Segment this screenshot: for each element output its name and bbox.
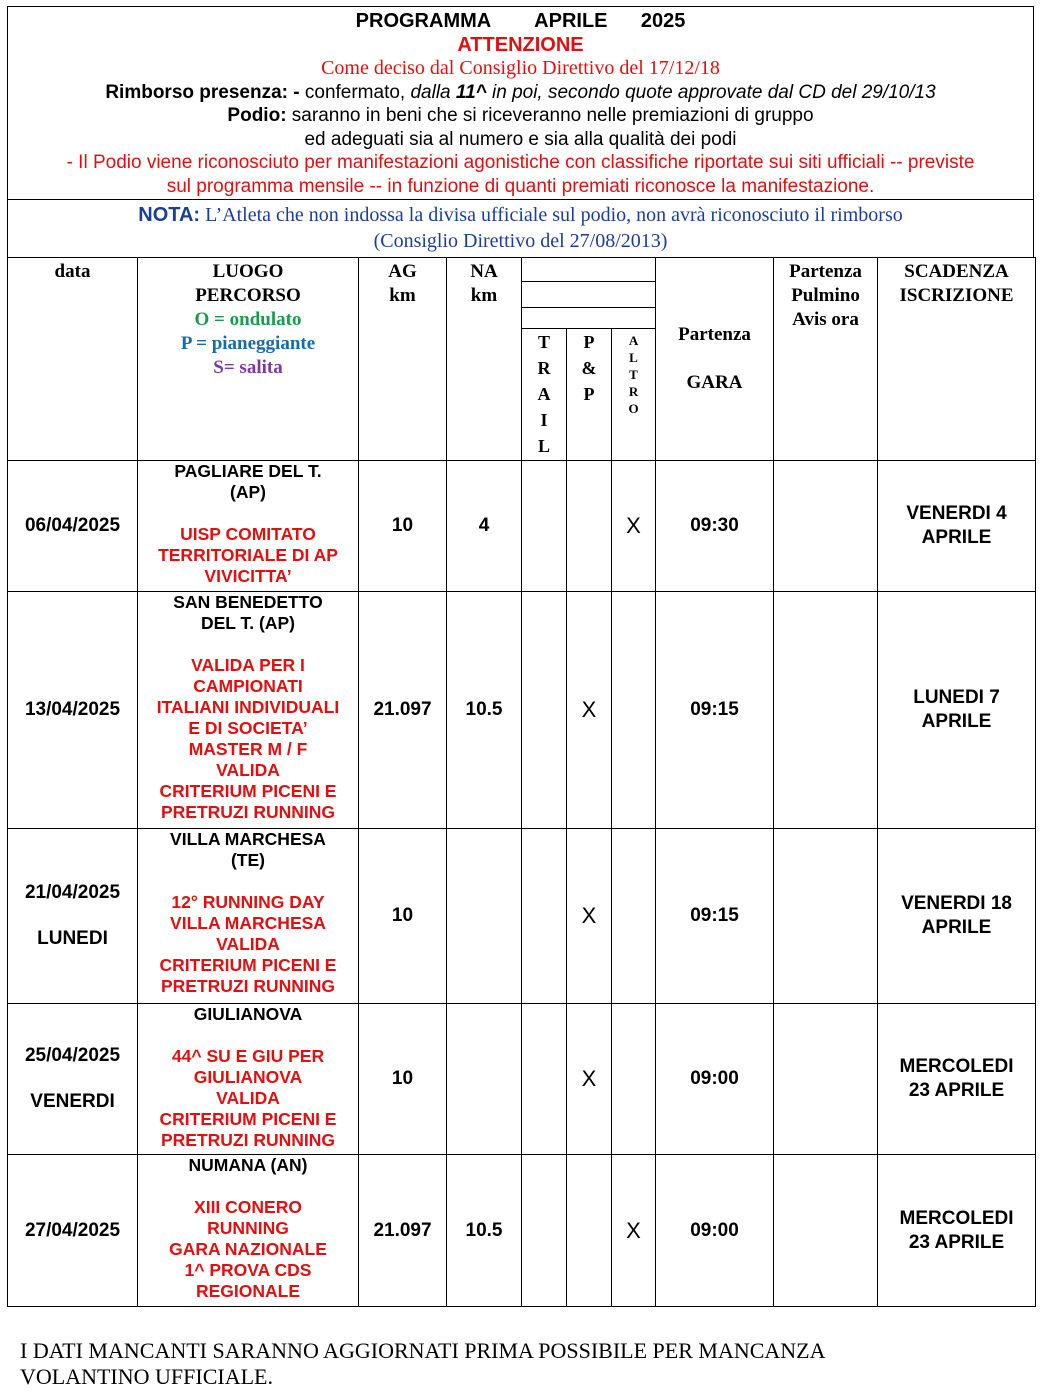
event-ag-km: 10 <box>359 829 447 1004</box>
event-na-km <box>447 1004 522 1155</box>
header-ag-label: AG <box>388 261 417 282</box>
footer-line-2: VOLANTINO UFFICIALE. <box>20 1364 273 1389</box>
reimbursement-italic-b: in poi, secondo quote approvate dal CD del 29/10/13 <box>486 81 936 103</box>
event-description: GARA NAZIONALE <box>169 1239 327 1259</box>
event-description: CRITERIUM PICENI E <box>159 781 337 801</box>
event-description: ITALIANI INDIVIDUALI <box>156 697 340 717</box>
header-box <box>7 6 1034 200</box>
podio-rule-2: sul programma mensile -- in funzione di quanti premiati riconosce la manifestazione. <box>166 175 875 197</box>
event-description: 12° RUNNING DAY <box>171 892 325 912</box>
event-ag-km: 10 <box>359 461 447 592</box>
header-trail <box>522 329 567 461</box>
event-deadline: APRILE <box>921 917 992 938</box>
header-blank-3 <box>522 308 656 329</box>
header-pulmino-3: Avis ora <box>792 309 859 330</box>
event-date-cell <box>8 592 138 829</box>
event-description: 44^ SU E GIU PER <box>171 1046 325 1066</box>
event-place: DEL T. (AP) <box>201 613 295 633</box>
event-trail-mark <box>522 461 567 592</box>
event-place-cell <box>138 1004 359 1155</box>
podio-rule-1: - Il Podio viene riconosciuto per manifestazioni agonistiche con classifiche riportate sui siti ufficiali -- previste <box>66 152 975 173</box>
event-na-km <box>447 829 522 1004</box>
event-description: VALIDA <box>216 934 280 954</box>
header-na <box>447 258 522 461</box>
footer-line-1: I DATI MANCANTI SARANNO AGGIORNATI PRIMA POSSIBILE PER MANCANZA <box>20 1338 826 1363</box>
event-place-cell <box>138 1155 359 1307</box>
event-description: 1^ PROVA CDS <box>184 1260 312 1280</box>
header-pp-label: P & P <box>581 332 597 404</box>
header-luogo <box>138 258 359 461</box>
event-deadline: VENERDI 4 <box>906 503 1007 524</box>
event-deadline: VENERDI 18 <box>901 893 1012 914</box>
event-deadline: MERCOLEDI <box>899 1207 1014 1229</box>
podio-text: saranno in beni che si riceveranno nelle premiazioni di gruppo <box>286 105 814 126</box>
event-deadline-cell <box>878 592 1036 829</box>
header-pulmino-2: Pulmino <box>791 285 860 306</box>
header-pulmino <box>774 258 878 461</box>
table-row <box>8 461 1036 592</box>
event-description: UISP COMITATO <box>180 524 316 544</box>
event-description: PRETRUZI RUNNING <box>160 802 336 822</box>
event-pp-mark <box>567 461 612 592</box>
nota-line <box>8 202 1033 228</box>
reimbursement-text: confermato, <box>299 81 411 103</box>
program-table <box>7 257 1036 1307</box>
event-weekday: LUNEDI <box>37 928 108 949</box>
reimbursement-italic-a: dalla <box>410 81 456 103</box>
attention-heading: ATTENZIONE <box>457 33 584 56</box>
event-ag-km: 21.097 <box>359 592 447 829</box>
event-trail-mark <box>522 1155 567 1307</box>
header-trail-label: T R A I L <box>537 332 551 456</box>
reimbursement-label: Rimborso presenza: - <box>105 81 300 103</box>
event-description: CRITERIUM PICENI E <box>159 955 337 975</box>
event-place: (AP) <box>230 482 266 502</box>
header-luogo-label: LUOGO <box>212 261 284 282</box>
header-na-km: km <box>470 285 498 306</box>
event-date: 25/04/2025 <box>24 1045 121 1066</box>
event-start-time: 09:15 <box>656 592 774 829</box>
event-deadline: APRILE <box>921 711 992 732</box>
nota-label: NOTA: <box>138 204 201 226</box>
header-ag-km: km <box>389 285 416 306</box>
header-pulmino-1: Partenza <box>789 261 862 282</box>
event-deadline-cell <box>878 461 1036 592</box>
event-description: E DI SOCIETA’ <box>188 718 308 738</box>
header-gara-label: GARA <box>686 372 743 393</box>
event-bus-time <box>774 461 878 592</box>
event-trail-mark <box>522 1004 567 1155</box>
legend-salita: S= salita <box>213 357 283 378</box>
event-deadline: 23 APRILE <box>908 1231 1005 1253</box>
nota-text-2: (Consiglio Direttivo del 27/08/2013) <box>373 230 668 252</box>
decision-note: Come deciso dal Consiglio Direttivo del 17/12/18 <box>321 57 720 79</box>
program-title: PROGRAMMA APRILE 2025 <box>355 10 686 32</box>
nota-box <box>7 199 1034 258</box>
header-partenza <box>656 258 774 461</box>
event-deadline: MERCOLEDI <box>899 1056 1014 1077</box>
event-description: CAMPIONATI <box>193 676 303 696</box>
event-place: (TE) <box>230 850 266 870</box>
header-scadenza <box>878 258 1036 461</box>
event-date: 27/04/2025 <box>24 1219 121 1241</box>
event-pp-mark: X <box>567 1004 612 1155</box>
event-bus-time <box>774 1004 878 1155</box>
reimbursement-line <box>8 81 1033 105</box>
event-description: GIULIANOVA <box>193 1067 303 1087</box>
event-place: NUMANA (AN) <box>188 1155 308 1175</box>
event-description: XIII CONERO <box>194 1197 302 1217</box>
event-ag-km: 10 <box>359 1004 447 1155</box>
table-row <box>8 829 1036 1004</box>
event-start-time: 09:15 <box>656 829 774 1004</box>
header-na-label: NA <box>470 261 498 282</box>
header-blank-1 <box>522 258 656 282</box>
event-deadline-cell <box>878 1004 1036 1155</box>
event-deadline: 23 APRILE <box>908 1080 1005 1101</box>
header-altro <box>612 329 656 461</box>
event-deadline: APRILE <box>921 527 992 548</box>
event-altro-mark <box>612 1004 656 1155</box>
event-date-cell <box>8 829 138 1004</box>
event-description: MASTER M / F <box>188 739 308 759</box>
event-place: VILLA MARCHESA <box>170 829 326 849</box>
event-na-km: 4 <box>447 461 522 592</box>
event-altro-mark: X <box>612 461 656 592</box>
event-pp-mark <box>567 1155 612 1307</box>
event-pp-mark: X <box>567 592 612 829</box>
nota-text: L’Atleta che non indossa la divisa ufficiale sul podio, non avrà riconosciuto il rimborso <box>200 204 903 226</box>
event-place-cell <box>138 829 359 1004</box>
event-trail-mark <box>522 592 567 829</box>
header-pp <box>567 329 612 461</box>
event-start-time: 09:30 <box>656 461 774 592</box>
header-partenza-label: Partenza <box>678 324 751 345</box>
event-place-cell <box>138 461 359 592</box>
event-trail-mark <box>522 829 567 1004</box>
reimbursement-bold-italic: 11^ <box>455 81 487 103</box>
header-blank-2 <box>522 282 656 308</box>
event-na-km: 10.5 <box>447 1155 522 1307</box>
table-row <box>8 1155 1036 1307</box>
event-date: 21/04/2025 <box>24 882 121 903</box>
footer-note <box>20 1338 1020 1390</box>
event-place: SAN BENEDETTO <box>173 592 323 612</box>
legend-pianeggiante: P = pianeggiante <box>180 333 316 354</box>
event-date-cell <box>8 1004 138 1155</box>
event-description: VALIDA <box>216 760 280 780</box>
event-start-time: 09:00 <box>656 1004 774 1155</box>
event-description: VALIDA <box>216 1088 280 1108</box>
header-data <box>8 258 138 461</box>
event-bus-time <box>774 1155 878 1307</box>
event-place-cell <box>138 592 359 829</box>
event-description: VILLA MARCHESA <box>170 913 326 933</box>
event-altro-mark: X <box>612 1155 656 1307</box>
event-pp-mark: X <box>567 829 612 1004</box>
header-scadenza-2: ISCRIZIONE <box>899 285 1014 306</box>
event-description: VIVICITTA’ <box>204 566 292 586</box>
header-data-label: data <box>54 261 91 282</box>
header-altro-label: A L T R O <box>628 333 639 416</box>
podio-text-2: ed adeguati sia al numero e sia alla qualità dei podi <box>304 128 737 150</box>
event-description: REGIONALE <box>195 1281 301 1301</box>
event-description: PRETRUZI RUNNING <box>160 976 336 996</box>
podio-line <box>8 104 1033 128</box>
event-date-cell <box>8 1155 138 1307</box>
table-row <box>8 1004 1036 1155</box>
event-date-cell <box>8 461 138 592</box>
event-na-km: 10.5 <box>447 592 522 829</box>
event-place: GIULIANOVA <box>193 1004 303 1024</box>
header-ag <box>359 258 447 461</box>
event-deadline-cell <box>878 1155 1036 1307</box>
event-bus-time <box>774 829 878 1004</box>
table-row <box>8 592 1036 829</box>
event-date: 13/04/2025 <box>24 699 121 720</box>
event-altro-mark <box>612 829 656 1004</box>
event-description: PRETRUZI RUNNING <box>160 1130 336 1150</box>
event-deadline-cell <box>878 829 1036 1004</box>
podio-label: Podio: <box>227 105 287 126</box>
event-date: 06/04/2025 <box>24 515 121 536</box>
event-altro-mark <box>612 592 656 829</box>
event-start-time: 09:00 <box>656 1155 774 1307</box>
header-scadenza-1: SCADENZA <box>904 261 1009 282</box>
event-bus-time <box>774 592 878 829</box>
event-place: PAGLIARE DEL T. <box>174 461 322 481</box>
event-description: RUNNING <box>207 1218 289 1238</box>
header-percorso-label: PERCORSO <box>195 285 301 306</box>
event-ag-km: 21.097 <box>359 1155 447 1307</box>
event-description: VALIDA PER I <box>191 655 305 675</box>
event-weekday: VENERDI <box>30 1091 115 1112</box>
event-description: TERRITORIALE DI AP <box>158 545 338 565</box>
legend-ondulato: O = ondulato <box>194 309 302 330</box>
event-deadline: LUNEDI 7 <box>913 687 1000 708</box>
event-description: CRITERIUM PICENI E <box>159 1109 337 1129</box>
